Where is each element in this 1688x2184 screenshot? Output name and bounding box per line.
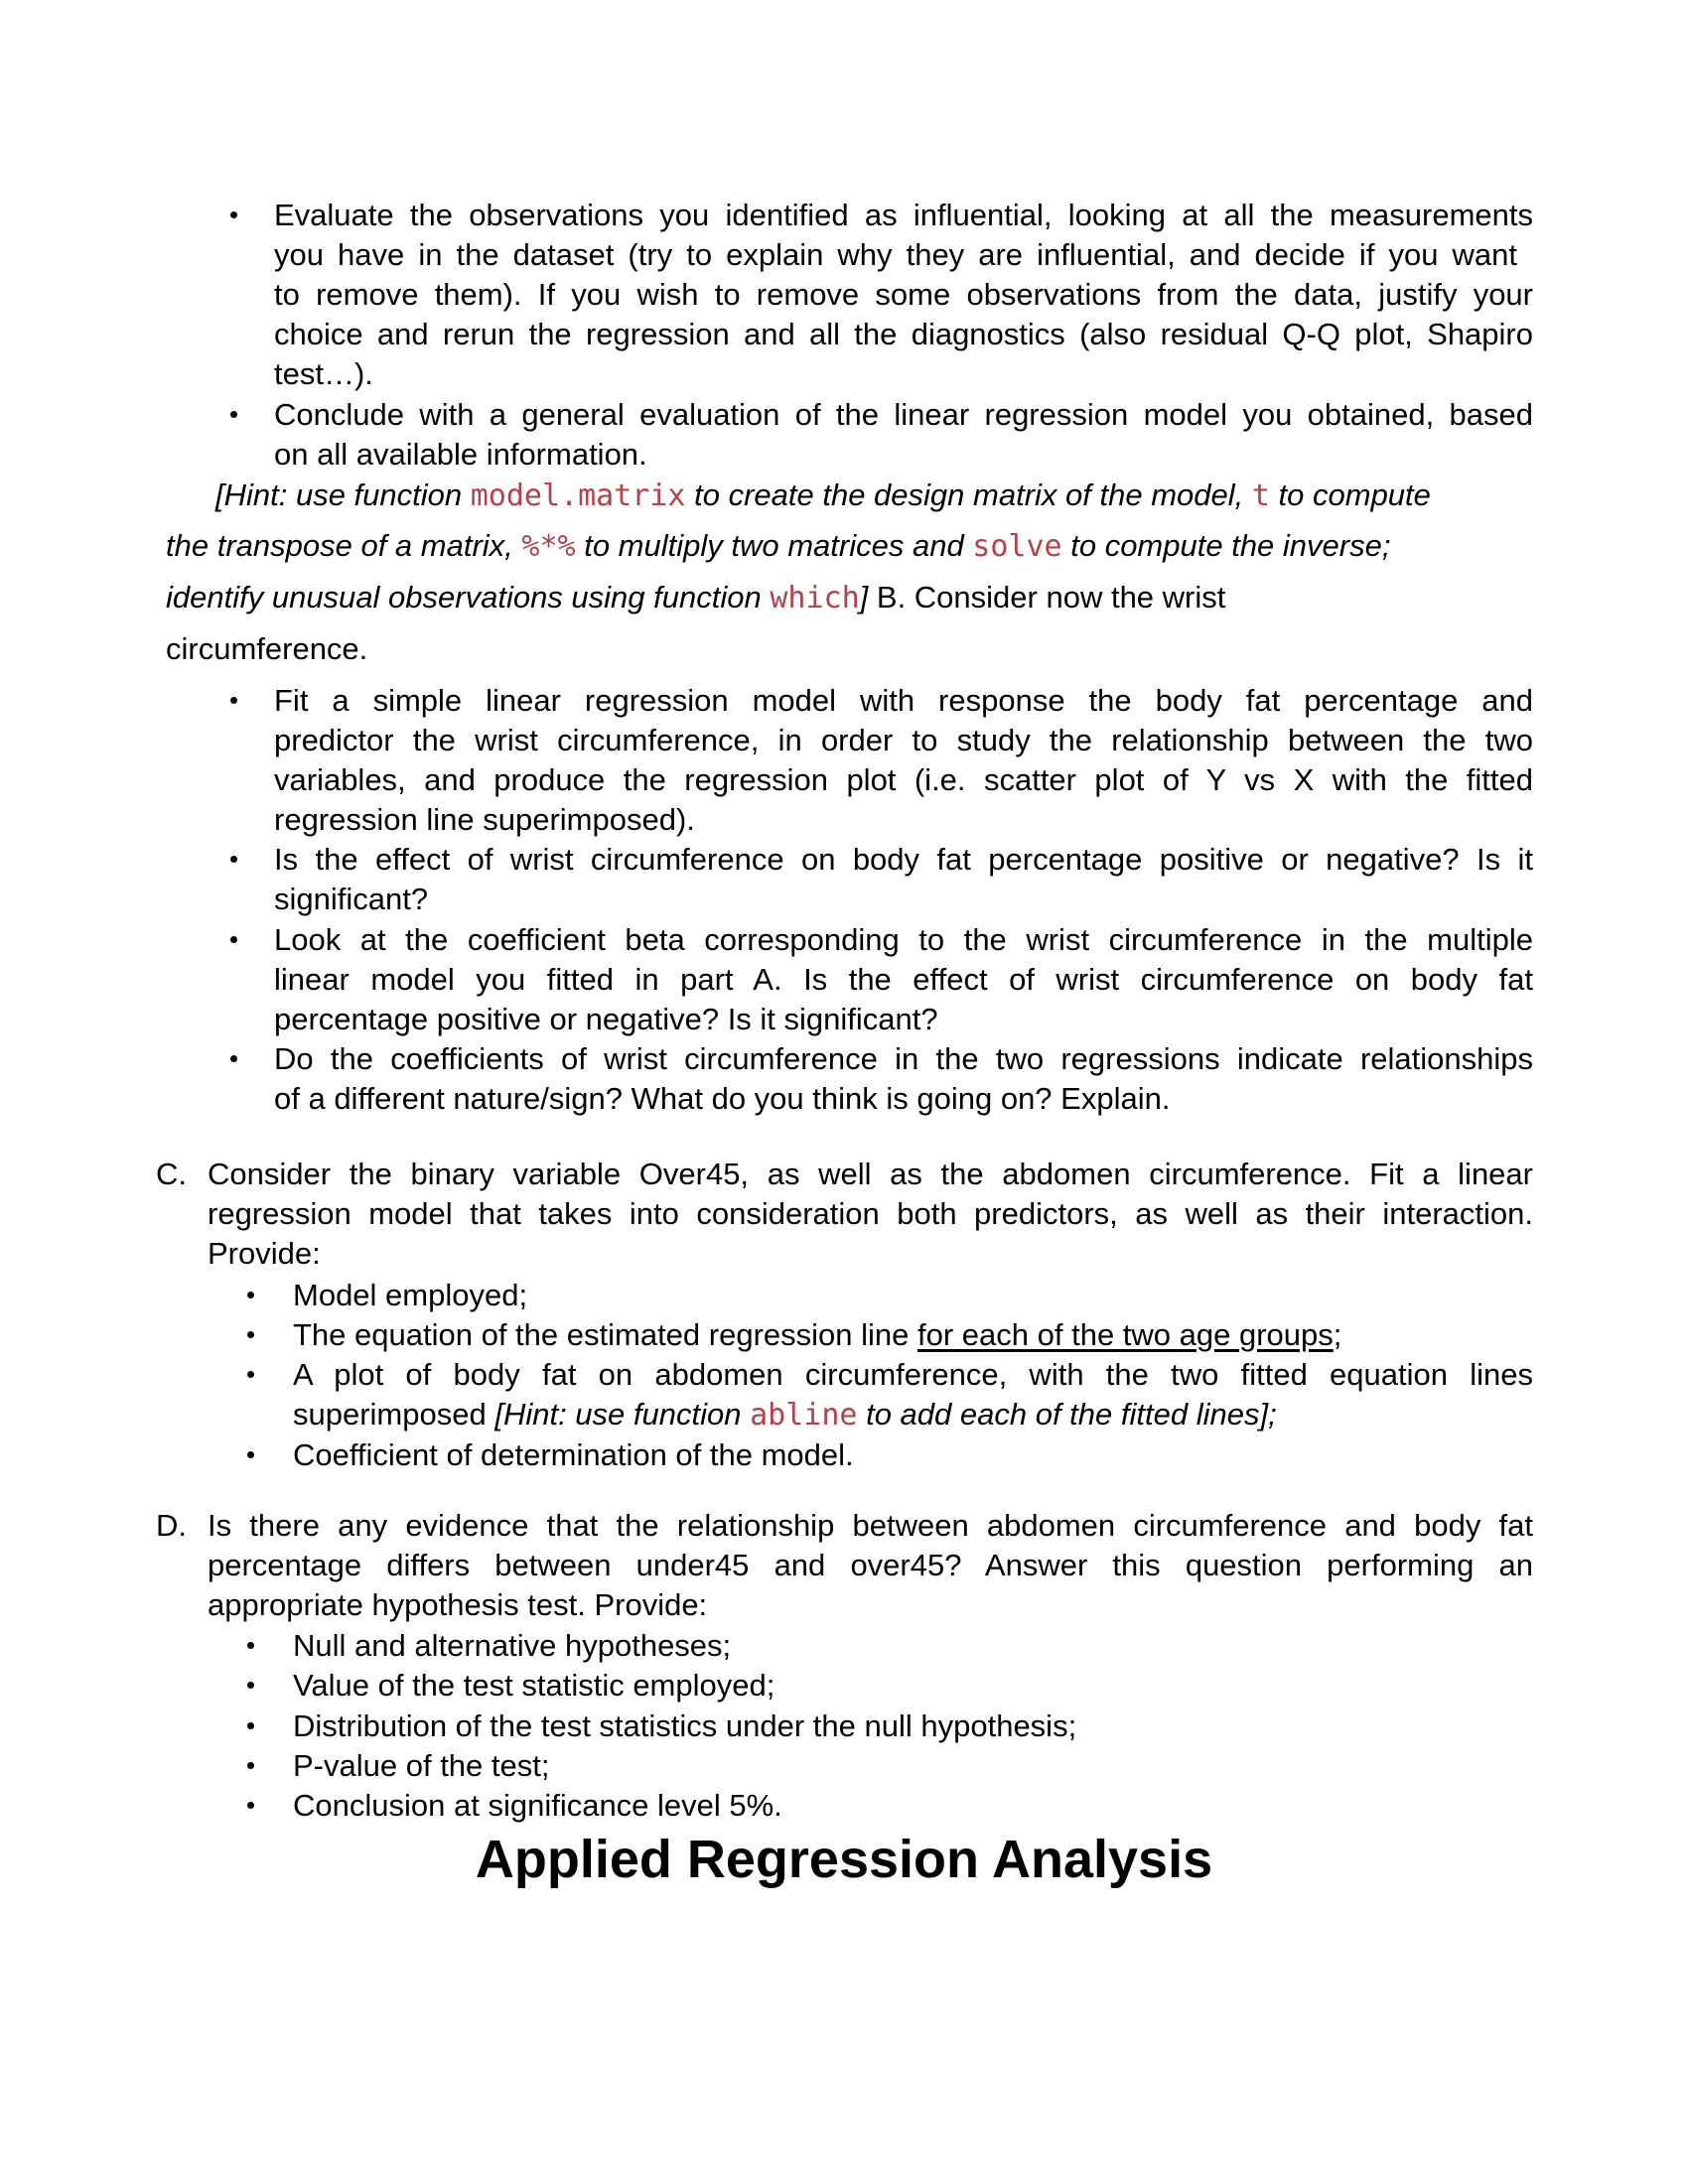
partD-item: Distribution of the test statistics under the null hypothesis; [293, 1708, 1077, 1743]
partC-item-model: Model employed; [293, 1278, 528, 1312]
partC-item-r2: Coefficient of determination of the model. [293, 1437, 854, 1472]
text-line: Look at the coefficient beta corresponding to the wrist circumference in the multiple [274, 922, 1533, 957]
bullet-icon [230, 856, 237, 863]
code-matrix-multiply: %*% [521, 529, 576, 564]
partB-intro: B. Consider now the wrist [868, 580, 1226, 614]
partC-item-plot-cont: superimposed [Hint: use function abline to add each of the fitted lines]; [293, 1397, 1277, 1433]
bullet-icon [230, 936, 237, 943]
bullet-icon [230, 1055, 237, 1062]
text-line: Provide: [208, 1236, 321, 1271]
text-line: Consider the binary variable Over45, as well as the abdomen circumference. Fit a linear [208, 1157, 1533, 1191]
text-line: Is the effect of wrist circumference on body fat percentage positive or negative? Is it [274, 842, 1533, 877]
code-abline: abline [750, 1398, 858, 1433]
partD-item: Null and alternative hypotheses; [293, 1628, 732, 1663]
text-line: linear model you fitted in part A. Is the effect of wrist circumference on body fat [274, 962, 1533, 997]
text-line: Conclude with a general evaluation of the linear regression model you obtained, based [274, 397, 1533, 432]
text-line: Do the coefficients of wrist circumference in the two regressions indicate relationships [274, 1041, 1533, 1076]
partD-label: D. [156, 1508, 187, 1543]
code-model-matrix: model.matrix [470, 478, 686, 513]
text-line: variables, and produce the regression plot (i.e. scatter plot of Y vs X with the fitted [274, 762, 1533, 797]
text-line: to remove them). If you wish to remove some observations from the data, justify your [274, 277, 1533, 312]
code-t: t [1251, 478, 1270, 513]
partB-intro-cont: circumference. [166, 631, 368, 666]
text-line: percentage positive or negative? Is it significant? [274, 1002, 938, 1036]
bullet-icon [247, 1292, 254, 1298]
text-line: choice and rerun the regression and all the diagnostics (also residual Q-Q plot, Shapiro [274, 317, 1533, 351]
hint-line-3: identify unusual observations using function which] B. Consider now the wrist [166, 580, 1226, 615]
bullet-icon [230, 211, 237, 218]
text-line: you have in the dataset (try to explain why they are influential, and decide if you want [274, 237, 1517, 272]
partD-item: P-value of the test; [293, 1748, 550, 1783]
partC-item-plot: A plot of body fat on abdomen circumference, with the two fitted equation lines [293, 1357, 1533, 1392]
bullet-icon [247, 1451, 254, 1458]
hint-line-2: the transpose of a matrix, %*% to multiply two matrices and solve to compute the inverse; [166, 528, 1391, 564]
text-line: Is there any evidence that the relationship between abdomen circumference and body fat [208, 1508, 1533, 1543]
bullet-icon [247, 1371, 254, 1378]
hint-line-1: [Hint: use function model.matrix to create the design matrix of the model, t to compute [215, 478, 1431, 513]
text-line: regression model that takes into consideration both predictors, as well as their interaction. [208, 1196, 1533, 1231]
text-line: appropriate hypothesis test. Provide: [208, 1587, 708, 1622]
bullet-icon [247, 1331, 254, 1338]
footer-title: Applied Regression Analysis [475, 1830, 1213, 1889]
bullet-icon [230, 411, 237, 418]
bullet-icon [247, 1642, 254, 1649]
text-line: regression line superimposed). [274, 802, 695, 837]
text-line: Evaluate the observations you identified as influential, looking at all the measurements [274, 198, 1533, 232]
bullet-icon [247, 1802, 254, 1809]
bullet-icon [230, 697, 237, 704]
text-line: Fit a simple linear regression model with response the body fat percentage and [274, 683, 1533, 718]
underlined-text: for each of the two age groups [917, 1317, 1334, 1352]
text-line: predictor the wrist circumference, in order to study the relationship between the two [274, 723, 1533, 757]
bullet-icon [247, 1762, 254, 1769]
text-line: significant? [274, 882, 429, 916]
bullet-icon [247, 1682, 254, 1689]
code-solve: solve [972, 529, 1062, 564]
text-line: of a different nature/sign? What do you think is going on? Explain. [274, 1081, 1171, 1116]
partC-label: C. [156, 1157, 187, 1191]
partD-item: Value of the test statistic employed; [293, 1668, 775, 1703]
partD-item: Conclusion at significance level 5%. [293, 1788, 782, 1823]
text-line: on all available information. [274, 437, 647, 472]
code-which: which [770, 581, 860, 615]
text-line: test…). [274, 356, 373, 391]
partC-item-equation: The equation of the estimated regression line for each of the two age groups; [293, 1317, 1342, 1352]
text-line: percentage differs between under45 and over45? Answer this question performing an [208, 1548, 1533, 1582]
bullet-icon [247, 1722, 254, 1729]
